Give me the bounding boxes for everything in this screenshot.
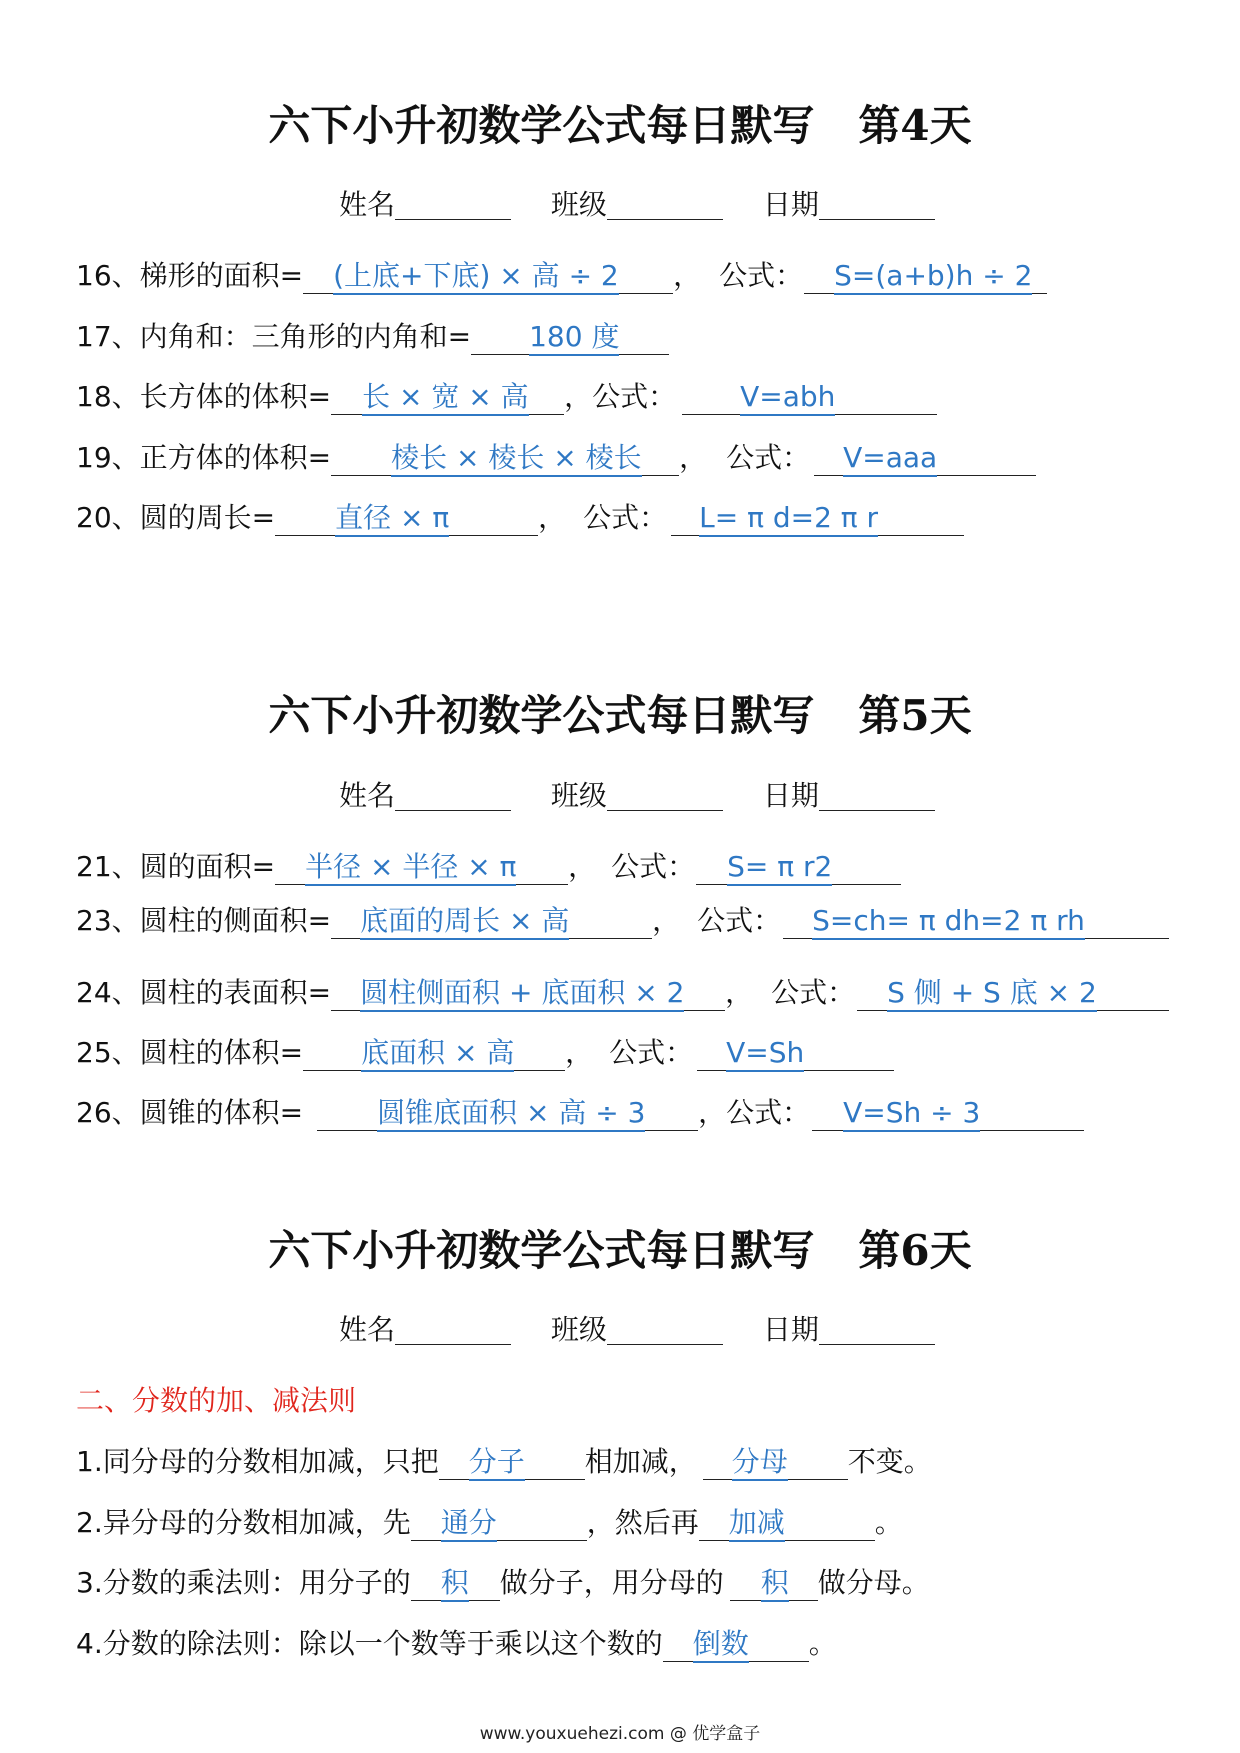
day5-title xyxy=(0,690,1240,742)
item-label: 16、梯形的面积= xyxy=(76,259,304,292)
answer-blank xyxy=(411,1566,500,1601)
section-heading: 二、分数的加、减法则 xyxy=(76,1384,357,1417)
item-19 xyxy=(76,438,1036,478)
rule-3 xyxy=(76,1563,930,1603)
day5-name-line xyxy=(339,776,935,816)
name-label: 姓名 xyxy=(339,188,396,221)
rule-text: 不变。 xyxy=(847,1445,932,1478)
answer-blank xyxy=(331,904,652,939)
day6-title-text: 六下小升初数学公式每日默写 xyxy=(268,1226,815,1275)
formula-label: 公式： xyxy=(719,259,804,292)
rule-text: 相加减， xyxy=(584,1445,697,1478)
formula-label: 公式： xyxy=(697,904,782,937)
formula-text: V=aaa xyxy=(843,441,937,477)
answer-text: 积 xyxy=(441,1566,469,1602)
answer-text: 加减 xyxy=(729,1506,785,1542)
item-20 xyxy=(76,498,964,538)
rule-1 xyxy=(76,1442,932,1482)
rule-text: 。 xyxy=(874,1506,903,1539)
separator: ， xyxy=(679,441,708,474)
answer-blank xyxy=(275,850,568,885)
day6-day-number: 第6天 xyxy=(858,1226,972,1275)
formula-label: 公式： xyxy=(583,501,668,534)
item-label: 26、圆锥的体积= xyxy=(76,1096,304,1129)
separator: ， xyxy=(673,259,702,292)
answer-text: 半径 × 半径 × π xyxy=(305,850,516,886)
separator: ， xyxy=(725,976,754,1009)
separator: ， xyxy=(652,904,681,937)
answer-blank xyxy=(275,501,538,536)
name-blank xyxy=(395,786,511,811)
day4-day-number: 第4天 xyxy=(858,101,972,150)
formula-text: V=Sh ÷ 3 xyxy=(843,1096,980,1132)
answer-text: 底面的周长 × 高 xyxy=(360,904,569,940)
formula-text: S=ch= π dh=2 π rh xyxy=(812,904,1085,940)
answer-blank xyxy=(411,1506,587,1541)
separator: ， xyxy=(538,501,567,534)
answer-blank xyxy=(331,380,564,415)
formula-text: S= π r2 xyxy=(727,850,832,886)
item-25 xyxy=(76,1033,894,1073)
date-blank xyxy=(819,786,935,811)
answer-blank xyxy=(303,1036,565,1071)
answer-text: 分子 xyxy=(469,1445,525,1481)
name-label: 姓名 xyxy=(339,779,396,812)
class-label: 班级 xyxy=(550,779,607,812)
formula-label: 公式： xyxy=(726,1096,811,1129)
formula-blank xyxy=(814,441,1036,476)
formula-label: 公式： xyxy=(611,850,696,883)
formula-label: 公式： xyxy=(609,1036,694,1069)
day4-name-line xyxy=(339,185,935,225)
day6-name-line xyxy=(339,1310,935,1350)
answer-text: 180 度 xyxy=(529,320,619,356)
answer-text: 圆柱侧面积 + 底面积 × 2 xyxy=(360,976,684,1012)
formula-blank xyxy=(682,380,937,415)
answer-blank xyxy=(730,1566,818,1601)
answer-text: 棱长 × 棱长 × 棱长 xyxy=(391,441,642,477)
item-23 xyxy=(76,901,1169,941)
formula-blank xyxy=(671,501,964,536)
answer-text: 圆锥底面积 × 高 ÷ 3 xyxy=(377,1096,645,1132)
item-label: 24、圆柱的表面积= xyxy=(76,976,332,1009)
class-blank xyxy=(607,195,723,220)
class-blank xyxy=(607,1320,723,1345)
rule-text: ，然后再 xyxy=(586,1506,699,1539)
formula-text: L= π d=2 π r xyxy=(699,501,878,537)
footer-watermark: www.youxuehezi.com @ 优学盒子 xyxy=(479,1724,761,1744)
item-label: 18、长方体的体积= xyxy=(76,380,332,413)
formula-label: 公式： xyxy=(726,441,811,474)
answer-blank xyxy=(331,441,679,476)
answer-blank xyxy=(699,1506,875,1541)
class-label: 班级 xyxy=(550,1313,607,1346)
answer-blank xyxy=(703,1445,848,1480)
answer-blank xyxy=(303,259,673,294)
item-18 xyxy=(76,377,937,417)
rule-text: 1.同分母的分数相加减，只把 xyxy=(76,1445,439,1478)
item-21 xyxy=(76,847,901,887)
formula-blank xyxy=(783,904,1169,939)
item-label: 20、圆的周长= xyxy=(76,501,276,534)
separator: ， xyxy=(568,850,597,883)
answer-blank xyxy=(471,320,669,355)
item-label: 19、正方体的体积= xyxy=(76,441,332,474)
item-label: 23、圆柱的侧面积= xyxy=(76,904,332,937)
formula-blank xyxy=(857,976,1169,1011)
answer-text: 倒数 xyxy=(693,1627,749,1663)
separator: ， xyxy=(565,1036,594,1069)
day4-title-text: 六下小升初数学公式每日默写 xyxy=(268,101,815,150)
date-blank xyxy=(819,1320,935,1345)
formula-blank xyxy=(696,850,901,885)
item-label: 25、圆柱的体积= xyxy=(76,1036,304,1069)
formula-text: S=(a+b)h ÷ 2 xyxy=(834,259,1032,295)
rule-4 xyxy=(76,1624,837,1664)
day4-title xyxy=(0,100,1240,152)
date-label: 日期 xyxy=(762,779,819,812)
rule-text: 做分子，用分母的 xyxy=(499,1566,724,1599)
answer-blank xyxy=(331,976,725,1011)
separator: ， xyxy=(698,1096,727,1129)
answer-text: 通分 xyxy=(441,1506,497,1542)
formula-blank xyxy=(804,259,1047,294)
separator: ， xyxy=(564,380,593,413)
item-label: 17、内角和：三角形的内角和= xyxy=(76,320,472,353)
date-label: 日期 xyxy=(762,188,819,221)
name-label: 姓名 xyxy=(339,1313,396,1346)
answer-text: 分母 xyxy=(732,1445,788,1481)
answer-text: 底面积 × 高 xyxy=(361,1036,514,1072)
formula-text: S 侧 + S 底 × 2 xyxy=(887,976,1097,1012)
day6-title xyxy=(0,1225,1240,1277)
formula-text: V=Sh xyxy=(726,1036,804,1072)
item-26 xyxy=(76,1093,1084,1133)
formula-label: 公式： xyxy=(592,380,677,413)
class-blank xyxy=(607,786,723,811)
date-blank xyxy=(819,195,935,220)
rule-text: 4.分数的除法则：除以一个数等于乘以这个数的 xyxy=(76,1627,663,1660)
item-label: 21、圆的面积= xyxy=(76,850,276,883)
day5-day-number: 第5天 xyxy=(858,691,972,740)
rule-text: 。 xyxy=(808,1627,837,1660)
answer-text: 长 × 宽 × 高 xyxy=(362,380,529,416)
rule-text: 2.异分母的分数相加减，先 xyxy=(76,1506,411,1539)
answer-text: (上底+下底) × 高 ÷ 2 xyxy=(333,259,619,295)
item-24 xyxy=(76,973,1169,1013)
formula-blank xyxy=(812,1096,1084,1131)
answer-blank xyxy=(439,1445,585,1480)
formula-blank xyxy=(697,1036,894,1071)
answer-text: 积 xyxy=(761,1566,789,1602)
name-blank xyxy=(395,195,511,220)
item-16 xyxy=(76,256,1047,296)
formula-text: V=abh xyxy=(740,380,835,416)
answer-blank xyxy=(317,1096,698,1131)
date-label: 日期 xyxy=(762,1313,819,1346)
formula-label: 公式： xyxy=(771,976,856,1009)
rule-2 xyxy=(76,1503,903,1543)
answer-blank xyxy=(663,1627,809,1662)
day5-title-text: 六下小升初数学公式每日默写 xyxy=(268,691,815,740)
class-label: 班级 xyxy=(550,188,607,221)
item-17 xyxy=(76,317,669,357)
name-blank xyxy=(395,1320,511,1345)
rule-text: 3.分数的乘法则：用分子的 xyxy=(76,1566,411,1599)
answer-text: 直径 × π xyxy=(335,501,449,537)
rule-text: 做分母。 xyxy=(817,1566,930,1599)
